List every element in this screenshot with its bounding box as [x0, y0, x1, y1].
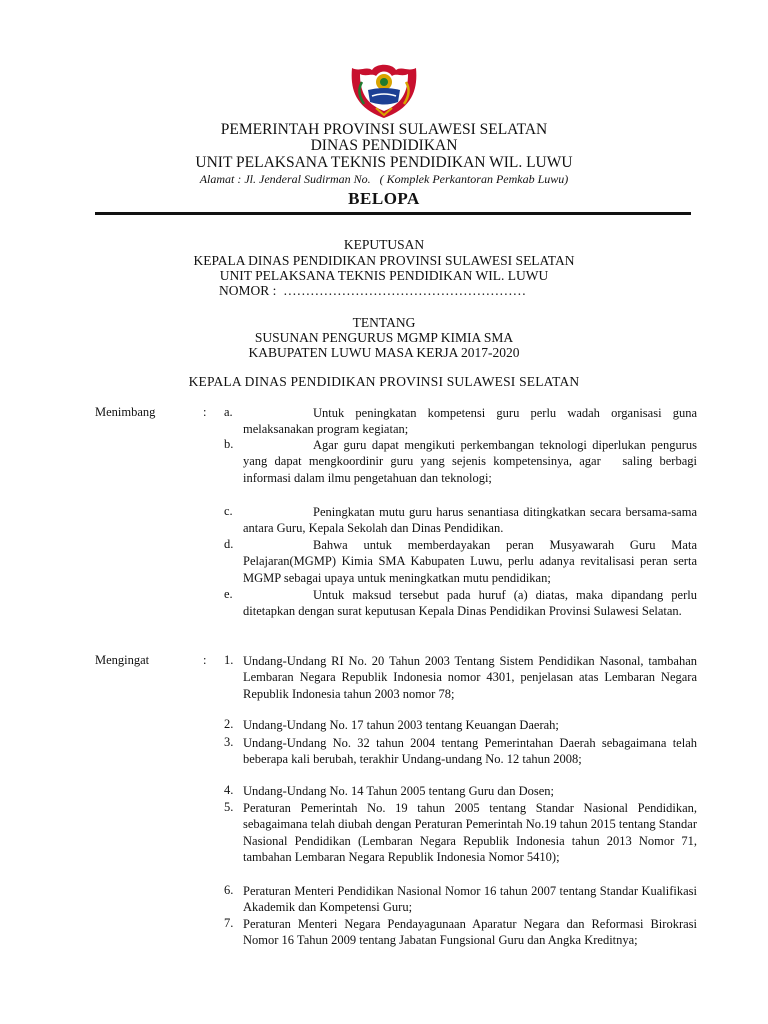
menimbang-marker-a: a.: [224, 405, 233, 419]
menimbang-item-c: Peningkatan mutu guru harus senantiasa ditingkatkan secara bersama-sama antara Guru, Kepala Sekolah dan Dinas Pendidikan.: [243, 505, 697, 536]
decree-number-value: ………………………………………………: [283, 283, 527, 298]
decree-title: KEPUTUSAN: [343, 237, 425, 252]
letterhead-line-3: UNIT PELAKSANA TEKNIS PENDIDIKAN WIL. LUWU: [195, 154, 573, 171]
letterhead-divider: [95, 212, 691, 215]
menimbang-item-a: Untuk peningkatan kompetensi guru perlu wadah organisasi guna melaksanakan program kegiatan;: [243, 406, 697, 437]
menimbang-marker-e: e.: [224, 587, 233, 601]
mengingat-item-2: Undang-Undang No. 17 tahun 2003 tentang Keuangan Daerah;: [243, 718, 559, 732]
decree-issuer-1: KEPALA DINAS PENDIDIKAN PROVINSI SULAWESI SELATAN: [193, 253, 575, 268]
mengingat-item-5: Peraturan Pemerintah No. 19 tahun 2005 tentang Standar Nasional Pendidikan, sebagaimana telah diubah dengan Peraturan Pemerintah No.19 tahun 2015 tentang Standar Nasional Pendidikan (Lembaran Negara Republik Indonesia tahun 2013 Nomor 71, tambahan Lembaran Negara Republik Indonesia Nomor 5410);: [243, 801, 697, 864]
menimbang-colon: :: [203, 405, 207, 419]
mengingat-marker-7: 7.: [224, 916, 234, 930]
menimbang-marker-b: b.: [224, 437, 234, 451]
mengingat-colon: :: [203, 653, 207, 667]
decree-number: [219, 283, 526, 299]
menimbang-label: Menimbang: [95, 405, 156, 419]
letterhead-line-1: PEMERINTAH PROVINSI SULAWESI SELATAN: [220, 121, 548, 138]
mengingat-label: Mengingat: [95, 653, 150, 667]
mengingat-item-3: Undang-Undang No. 32 tahun 2004 tentang Pemerintahan Daerah sebagaimana telah beberapa kali berubah, terakhir Undang-undang No. 12 tahun 2008;: [243, 736, 697, 767]
mengingat-marker-2: 2.: [224, 717, 234, 731]
about-label: TENTANG: [352, 315, 416, 330]
authority-line: KEPALA DINAS PENDIDIKAN PROVINSI SULAWESI SELATAN: [188, 374, 580, 389]
mengingat-item-6: Peraturan Menteri Pendidikan Nasional Nomor 16 tahun 2007 tentang Standar Kualifikasi Akademik dan Kompetensi Guru;: [243, 884, 697, 915]
letterhead-line-2: DINAS PENDIDIKAN: [310, 137, 458, 154]
mengingat-marker-5: 5.: [224, 800, 234, 814]
menimbang-marker-c: c.: [224, 504, 233, 518]
mengingat-item-1: Undang-Undang RI No. 20 Tahun 2003 Tentang Sistem Pendidikan Nasonal, tambahan Lembaran Negara Republik Indonesia nomor 4301, penjelasan atas Lembaran Negara Republik Indonesia tahun 2003 nomor 78;: [243, 654, 697, 701]
menimbang-item-b: Agar guru dapat mengikuti perkembangan teknologi diperlukan pengurus yang dapat mengkoordinir guru yang sejenis kompetensinya, agar saling berbagi informasi dalam ilmu pengetahuan dan teknologi;: [243, 438, 707, 485]
mengingat-item-4: Undang-Undang No. 14 Tahun 2005 tentang Guru dan Dosen;: [243, 784, 554, 798]
letterhead-address: Alamat : Jl. Jenderal Sudirman No. ( Komplek Perkantoran Pemkab Luwu): [199, 172, 569, 186]
mengingat-item-7: Peraturan Menteri Negara Pendayagunaan Aparatur Negara dan Reformasi Birokrasi Nomor 16 Tahun 2009 tentang Jabatan Fungsional Guru dan Angka Kreditnya;: [243, 917, 697, 948]
mengingat-marker-6: 6.: [224, 883, 234, 897]
mengingat-marker-1: 1.: [224, 653, 234, 667]
decree-number-label: NOMOR :: [219, 283, 277, 298]
subject-line-1: SUSUNAN PENGURUS MGMP KIMIA SMA: [254, 330, 514, 345]
menimbang-item-e: Untuk maksud tersebut pada huruf (a) diatas, maka dipandang perlu ditetapkan dengan surat keputusan Kepala Dinas Pendidikan Provinsi Sulawesi Selatan.: [243, 588, 697, 619]
mengingat-marker-4: 4.: [224, 783, 234, 797]
letterhead-city: BELOPA: [348, 189, 420, 208]
provincial-emblem-icon: [346, 60, 422, 120]
menimbang-marker-d: d.: [224, 537, 234, 551]
subject-line-2: KABUPATEN LUWU MASA KERJA 2017-2020: [248, 345, 520, 360]
menimbang-item-d: Bahwa untuk memberdayakan peran Musyawarah Guru Mata Pelajaran(MGMP) Kimia SMA Kabupaten Luwu, perlu adanya revitalisasi peran serta MGMP sebagai upaya untuk meningkatkan mutu pendidikan;: [243, 538, 697, 585]
mengingat-marker-3: 3.: [224, 735, 234, 749]
decree-issuer-2: UNIT PELAKSANA TEKNIS PENDIDIKAN WIL. LUWU: [219, 268, 549, 283]
